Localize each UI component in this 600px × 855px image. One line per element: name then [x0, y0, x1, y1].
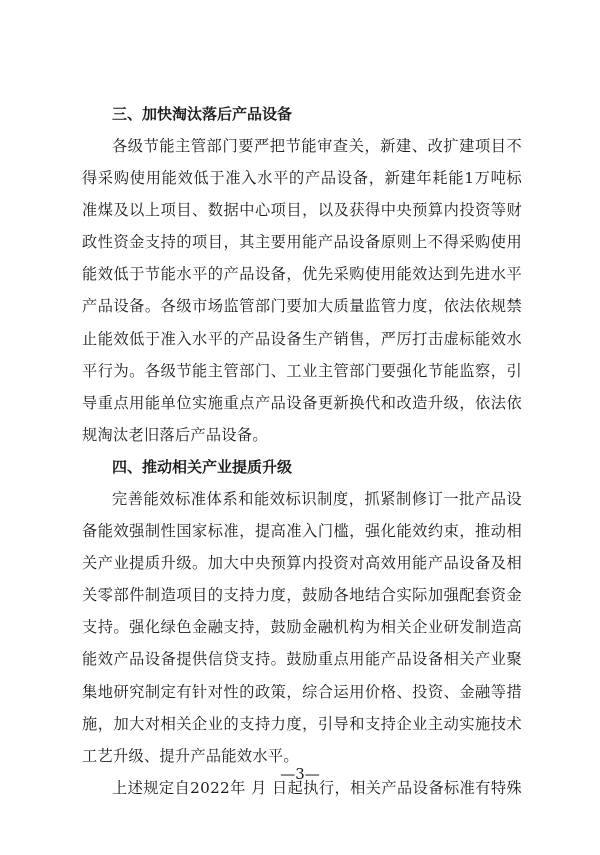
section-paragraph-4: 完善能效标准体系和能效标识制度，抓紧制修订一批产品设备能效强制性国家标准，提高准入门槛，强化能效约束，推动相关产业提质升级。加大中央预算内投资对高效用能产品设备及相关零部件制造项目的支持力度，鼓励各地结合实际加强配套资金支持。强化绿色金融支持，鼓励金融机构为相关企业研发制造高能效产品设备提供信贷支持。鼓励重点用能产品设备相关产业聚集地研究制定有针对性的政策，综合运用价格、投资、金融等措施，加大对相关企业的支持力度，引导和支持企业主动实施技术工艺升级、提升产品能效水平。	[82, 489, 522, 765]
section-paragraph-3: 各级节能主管部门要严把节能审查关，新建、改扩建项目不得采购使用能效低于准入水平的产品设备，新建年耗能1万吨标准煤及以上项目、数据中心项目，以及获得中央预算内投资等财政性资金支持的项目，其主要用能产品设备原则上不得采购使用能效低于节能水平的产品设备，优先采购使用能效达到先进水平产品设备。各级市场监管部门要加大质量监管力度，依法依规禁止能效低于准入水平的产品设备生产销售，严厉打击虚标能效水平行为。各级节能主管部门、工业主管部门要强化节能监察，引导重点用能单位实施重点产品设备更新换代和改造升级，依法依规淘汰老旧落后产品设备。	[82, 137, 522, 444]
section-heading-4: 四、推动相关产业提质升级	[112, 457, 293, 476]
closing-paragraph: 上述规定自2022年 月 日起执行，相关产品设备标准有特殊	[112, 778, 522, 797]
section-heading-3: 三、加快淘汰落后产品设备	[112, 105, 293, 123]
page-number: —3—	[280, 765, 320, 783]
document-body	[82, 98, 522, 804]
